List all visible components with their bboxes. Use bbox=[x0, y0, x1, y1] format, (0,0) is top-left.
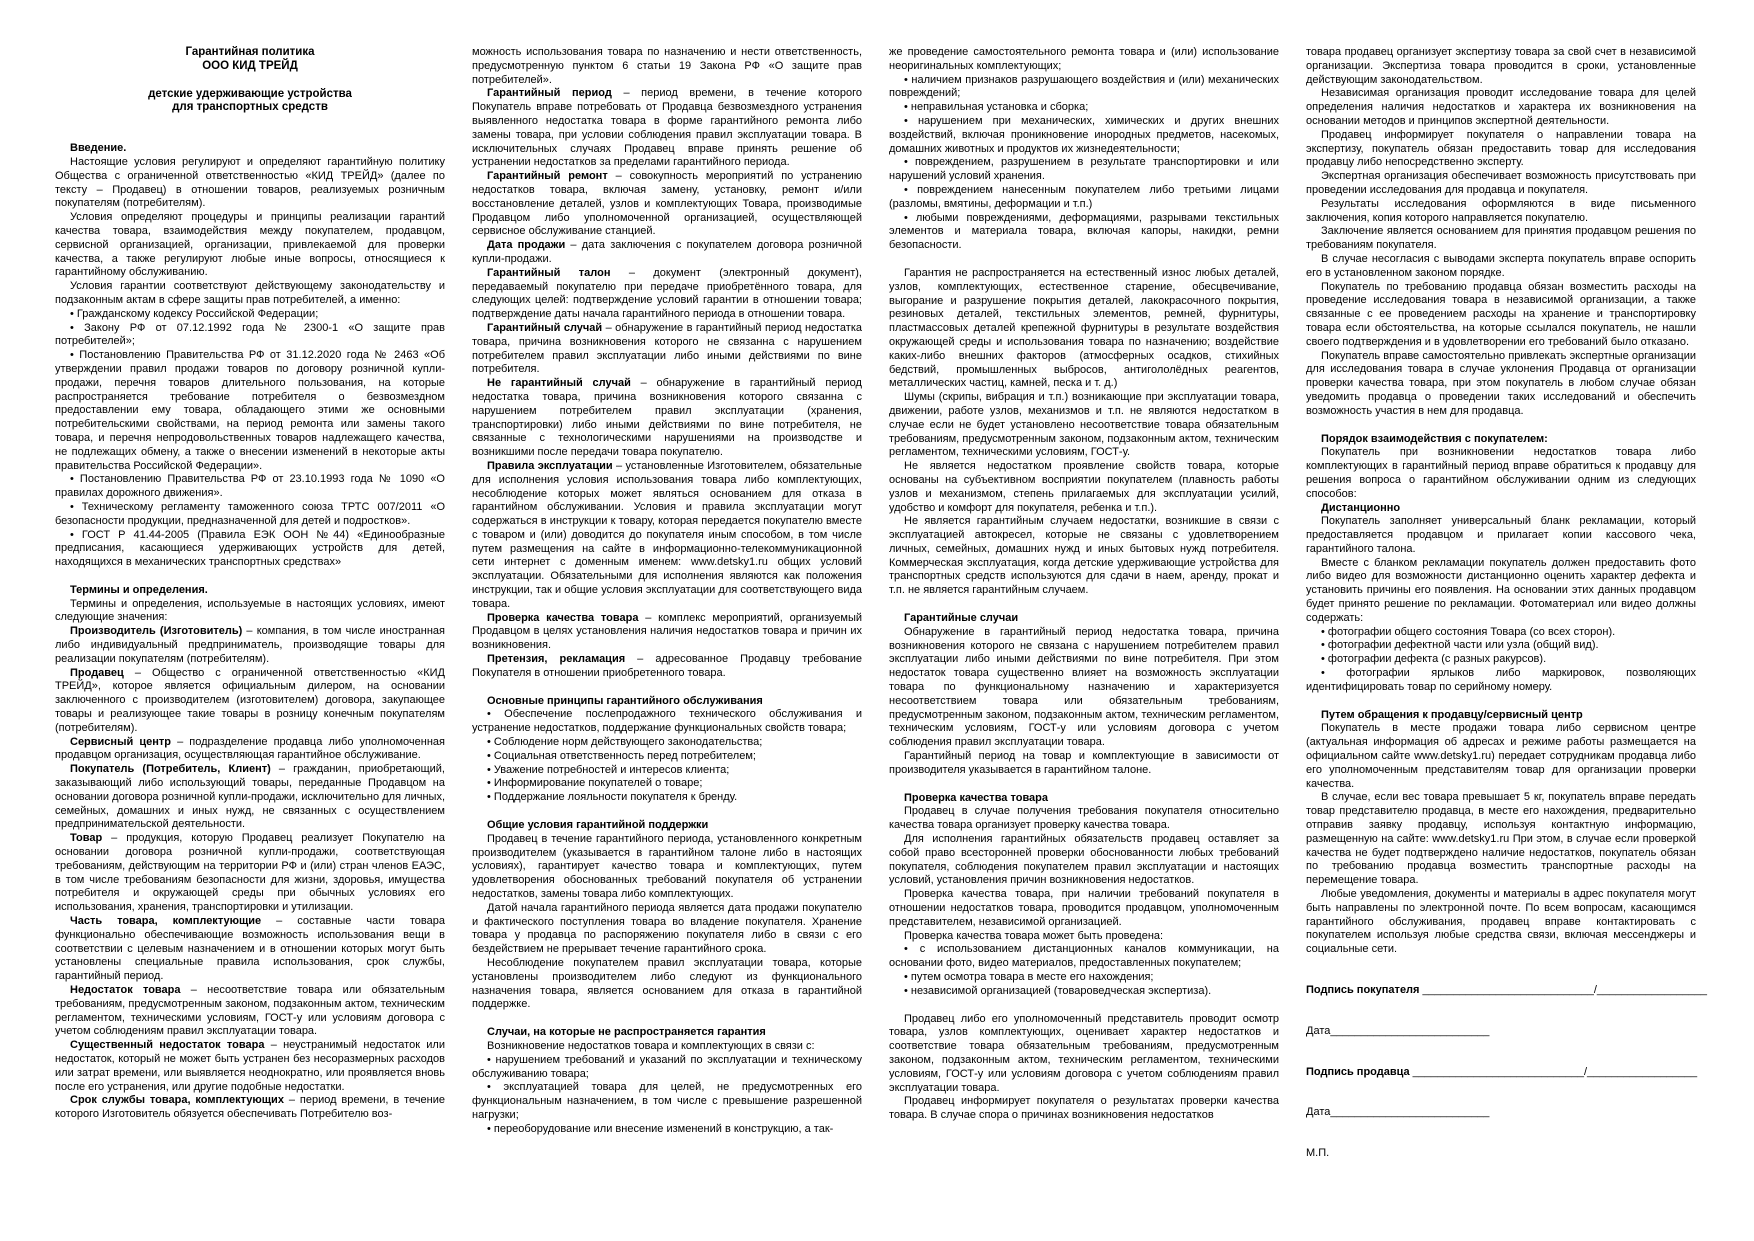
paragraph: Проверка качества товара, при наличии требований покупателя в отношении недостатков товара, проводится продавцом, уполномоченным представителем, независимой организацией. bbox=[889, 888, 1279, 928]
paragraph: Покупатель при возникновении недостатков товара либо комплектующих в гарантийный период вправе обратиться к продавцу для решения вопроса о гарантийном обслуживании одним из следующих способов: bbox=[1306, 446, 1696, 500]
term-definition-text: – продукция, которую Продавец реализует Покупателю на основании договора розничной купли-продажи, соответствующая требованиям, действующим на территории РФ и (или) стран членов ЕАЭС, в том числе требованиям безопасности для жизни, здоровья, имущества потребителя и окружающей среды при обычных условиях его использования, хранения, транспортировки и утилизации. bbox=[55, 832, 445, 914]
term-definition bbox=[472, 377, 862, 460]
term-definition-text: – компания, в том числе иностранная либо индивидуальный предприниматель, производящие товары для реализации покупателям (потребителям). bbox=[55, 625, 445, 665]
term-definition-lead: Не гарантийный случай bbox=[487, 377, 631, 390]
term-definition-lead: Товар bbox=[70, 832, 103, 845]
section-heading: Термины и определения. bbox=[70, 583, 208, 596]
paragraph: Обнаружение в гарантийный период недостатка товара, причина возникновения которого не связана с нарушением потребителем правил эксплуатации либо иными действиями по вине потребителя. При этом недостаток товара существенно влияет на возможность эксплуатации товара по функциональному назначению и характеризуется несоответствием товара или обязательным требованиям, предусмотренным законом, подзаконным актом, техническим регламентом, техническим условиям, ГОСТ-у или условиям договора с учетом соблюдения правил эксплуатации товара. bbox=[889, 625, 1279, 749]
section-heading: Случаи, на которые не распространяется гарантия bbox=[487, 1026, 766, 1039]
section-heading: Проверка качества товара bbox=[904, 791, 1049, 804]
section-heading: Гарантийные случаи bbox=[904, 612, 1019, 625]
seller-signature-line-lead: Подпись продавца bbox=[1306, 1065, 1410, 1078]
paragraph: Продавец в случае получения требования покупателя относительно качества товара организует проверку качества товара. bbox=[889, 805, 1279, 832]
bullet-item: • нарушением при механических, химических и других внешних воздействий, включая проникновение инородных предметов, насекомых, домашних животных и продуктов их жизнедеятельности; bbox=[889, 114, 1279, 155]
term-definition-lead: Производитель (Изготовитель) bbox=[70, 625, 243, 638]
term-definition bbox=[472, 653, 862, 681]
paragraph: товара продавец организует экспертизу товара за свой счет в независимой организации. Экспертиза товара проводится в сроки, установленные действующим законодательством. bbox=[1306, 46, 1696, 86]
section-heading: Дистанционно bbox=[1321, 501, 1401, 514]
paragraph: Покупатель вправе самостоятельно привлекать экспертные организации для исследования товара в случае уклонения Продавца от организации проверки качества товара, при этом покупатель в любом случае обязан уведомить продавца о проведении таких исследований и обеспечить возможность участия в нем для продавца. bbox=[1306, 349, 1696, 417]
term-definition-text: – установленные Изготовителем, обязательные для исполнения условия использования товара либо комплектующих, несоблюдение которых может являться основанием для отказа в гарантийном обслуживании. Условия и правила эксплуатации могут содержаться в инструкции к товару, которая передается покупателю вместе с товаром и (или) доводится до покупателя иным способом, в том числе путем размещения на сайте в информационно-телекоммуникационной сети интернет с доменным именем: www.detsky1.ru общих условий эксплуатации. Обязательными для исполнения являются как положения инструкции, так и общие условия эксплуатации для соответствующего вида товара. bbox=[472, 459, 862, 610]
bullet-item: • повреждением нанесенным покупателем либо третьими лицами (разломы, вмятины, деформации и т.п.) bbox=[889, 183, 1279, 210]
paragraph: же проведение самостоятельного ремонта товара и (или) использование неоригинальных комплектующих; bbox=[889, 46, 1279, 72]
paragraph: Заключение является основанием для принятия продавцом решения по требованиям покупателя. bbox=[1306, 225, 1696, 252]
term-definition bbox=[472, 322, 862, 377]
paragraph: Продавец информирует покупателя о направлении товара на экспертизу, покупатель обязан предоставить товар для исследования продавцу либо непосредственно эксперту. bbox=[1306, 128, 1696, 169]
paragraph: В случае несогласия с выводами эксперта покупатель вправе оспорить его в установленном законом порядке. bbox=[1306, 252, 1696, 279]
term-definition-lead: Покупатель (Потребитель, Клиент) bbox=[70, 763, 271, 776]
term-definition bbox=[472, 87, 862, 170]
bullet-item: • фотографии общего состояния Товара (со всех сторон). bbox=[1321, 625, 1616, 638]
paragraph: Возникновение недостатков товара и комплектующих в связи с: bbox=[487, 1039, 815, 1052]
term-definition-lead: Сервисный центр bbox=[70, 735, 171, 748]
bullet-item: • любыми повреждениями, деформациями, разрывами текстильных элементов и материала товара, включая капоры, накидки, ремни безопасности. bbox=[889, 211, 1279, 252]
stamp-label: М.П. bbox=[1306, 1147, 1330, 1160]
term-definition-lead: Дата продажи bbox=[487, 239, 566, 252]
term-definition-text: – совокупность мероприятий по устранению недостатков товара, включая замену, установку, ремонт и/или восстановление деталей, узлов и комплектующих Товара, производимые Продавцом либо уполномоченной организацией, осуществляющей сервисное обслуживание станцией. bbox=[472, 170, 862, 238]
column-2 bbox=[472, 46, 862, 1161]
buyer-signature-line-text: ____________________________/__________________ bbox=[1419, 984, 1707, 996]
term-definition bbox=[55, 1039, 445, 1094]
bullet-item: • Социальная ответственность перед потребителем; bbox=[487, 749, 756, 762]
paragraph: Гарантия не распространяется на естественный износ любых деталей, узлов, комплектующих, естественное старение, обесцвечивание, выгорание и разрушение покрытия деталей, лакокрасочного покрытия, резиновых деталей, текстильных элементов, ремней, фурнитуры, пластмассовых деталей крепежной фурнитуры в результате воздействия окружающей среды и использования товара по назначению; воздействие каких-либо внешних факторов (атмосферных осадков, стихийных бедствий, промышленных выбросов, антигололёдных реагентов, металлических частиц, камней, песка и т. д.) bbox=[889, 266, 1279, 390]
paragraph: Гарантийный период на товар и комплектующие в зависимости от производителя указывается в гарантийном талоне. bbox=[889, 750, 1279, 776]
bullet-item: • независимой организацией (товароведческая экспертиза). bbox=[904, 984, 1212, 997]
term-definition-text: – подразделение продавца либо уполномоченная продавцом организация, осуществляющая гарантийное обслуживание. bbox=[55, 735, 445, 762]
bullet-item: • фотографии дефектной части или узла (общий вид). bbox=[1321, 639, 1599, 652]
document-title-line2: ООО КИД ТРЕЙД bbox=[202, 59, 298, 72]
bullet-item: • Обеспечение послепродажного технического обслуживания и устранение недостатков, поддержание функциональных свойств товара; bbox=[472, 708, 862, 735]
paragraph: Любые уведомления, документы и материалы в адрес покупателя могут быть направлены по электронной почте. По всем вопросам, касающимся гарантийного обслуживания, продавец вправе контактировать с покупателем используя любые средства связи, включая мессенджеры и социальные сети. bbox=[1306, 888, 1696, 956]
term-definition-lead: Проверка качества товара bbox=[487, 611, 639, 624]
term-definition bbox=[55, 736, 445, 764]
term-definition-text: – обнаружение в гарантийный период недостатка товара, причина возникновения которого связанна с нарушением потребителем правил эксплуатации (хранения, транспортировки) либо иными действиями по вине потребителя, не связанные с технологическими нарушениями на производстве и возникшими после передачи товара покупателю. bbox=[472, 377, 862, 459]
paragraph: В случае, если вес товара превышает 5 кг, покупатель вправе передать товар представителю продавца, в месте его нахождения, предварительно отправив заявку продавцу, используя контактную информацию, размещенную на сайте: www.detsky1.ru При этом, в случае если проверкой качества не будет подтверждено наличие недостатков, покупатель обязан по требованию продавца возместить транспортные расходы на перемещение товара. bbox=[1306, 791, 1696, 887]
paragraph: Вместе с бланком рекламации покупатель должен предоставить фото либо видео для возможности дистанционно оценить характер дефекта и установить причины его появления. На основании этих данных продавцом будет принято решение по рекламации. Фотоматериал или видео должны содержать: bbox=[1306, 556, 1696, 624]
term-definition bbox=[472, 267, 862, 322]
document-subtitle-line2: для транспортных средств bbox=[172, 101, 328, 114]
document-subtitle-line1: детские удерживающие устройства bbox=[148, 87, 352, 100]
paragraph: Продавец в течение гарантийного периода, установленного конкретным производителем (указывается в гарантийном талоне либо в настоящих условиях), гарантирует качество товара и комплектующих, путем удовлетворения обоснованных требований покупателя об устранении недостатков, замены товара либо комплектующих. bbox=[472, 832, 862, 901]
bullet-item: • фотографии ярлыков либо маркировок, позволяющих идентифицировать товар по серийному номеру. bbox=[1306, 667, 1696, 693]
document-header bbox=[55, 46, 445, 115]
paragraph: Покупатель в месте продажи товара либо сервисном центре (актуальная информация об адресах и режиме работы размещается на официальном сайте www.detsky1.ru) передает сотрудникам продавца либо его уполномоченным представителям товар для организации проверки качества. bbox=[1306, 722, 1696, 790]
term-definition bbox=[472, 239, 862, 267]
paragraph: Покупатель по требованию продавца обязан возместить расходы на проведение исследования товара в независимой организации, а также связанные с ее проведением расходы на хранение и транспортировку товара если обстоятельства, на которые ссылался покупатель, не нашли своего подтверждения и в удовлетворении его требований было отказано. bbox=[1306, 280, 1696, 348]
paragraph: Независимая организация проводит исследование товара для целей определения наличия недостатков и характера их возникновения на основании методов и принципов экспертной деятельности. bbox=[1306, 87, 1696, 127]
term-definition-text: – дата заключения с покупателем договора розничной купли-продажи. bbox=[472, 239, 862, 265]
term-definition-text: – период времени, в течение которого Изготовитель обязуется обеспечивать Потребителю воз- bbox=[55, 1094, 445, 1121]
paragraph: Не является гарантийным случаем недостатки, возникшие в связи с эксплуатацией автокресел, которые не связаны с удовлетворением личных, семейных, домашних нужд и иных бытовых нужд потребителя. Коммерческая эксплуатация, когда детские удерживающие устройства для транспортных средств используются для сдачи в наем, аренду, прокат и т.п. не является гарантийным случаем. bbox=[889, 515, 1279, 597]
bullet-item: • наличием признаков разрушающего воздействия и (или) механических повреждений; bbox=[889, 73, 1279, 100]
bullet-item: • Информирование покупателей о товаре; bbox=[487, 777, 703, 790]
paragraph: Термины и определения, используемые в настоящих условиях, имеют следующие значения: bbox=[55, 597, 445, 624]
seller-date-line: Дата__________________________ bbox=[1306, 1106, 1490, 1119]
term-definition bbox=[55, 984, 445, 1039]
term-definition-lead: Существенный недостаток товара bbox=[70, 1039, 265, 1052]
bullet-item: • Закону РФ от 07.12.1992 года № 2300-1 «О защите прав потребителей»; bbox=[55, 321, 445, 348]
section-heading: Порядок взаимодействия с покупателем: bbox=[1321, 432, 1548, 445]
paragraph: Экспертная организация обеспечивает возможность присутствовать при проведении исследования для продавца и покупателя. bbox=[1306, 170, 1696, 196]
term-definition bbox=[55, 832, 445, 915]
term-definition bbox=[55, 667, 445, 736]
paragraph: Продавец либо его уполномоченный представитель проводит осмотр товара, узлов комплектующих, оценивает характер недостатков и соответствие товара обязательным требованиям, предусмотренным законом, подзаконным актом, техническим регламентом, техническими условиям, ГОСТ-у или условиям договора с учетом соблюдениям правил эксплуатации товара. bbox=[889, 1012, 1279, 1094]
bullet-item: • Постановлению Правительства РФ от 23.10.1993 года № 1090 «О правилах дорожного движения». bbox=[55, 473, 445, 500]
bullet-item: • с использованием дистанционных каналов коммуникации, на основании фото, видео материалов, предоставленных покупателем; bbox=[889, 943, 1279, 970]
term-definition-text: – комплекс мероприятий, организуемый Продавцом в целях установления наличия недостатков товара и причин их возникновения. bbox=[472, 611, 863, 652]
section-heading: Путем обращения к продавцу/сервисный центр bbox=[1321, 708, 1583, 721]
term-definition-lead: Гарантийный случай bbox=[487, 321, 603, 334]
column-2-blocks bbox=[472, 46, 862, 1137]
seller-signature-line bbox=[1306, 1066, 1696, 1080]
paragraph: Условия определяют процедуры и принципы реализации гарантий качества товара, взаимодействия между покупателем, продавцом, сервисной организацией, организации, привлекаемой для проверки качества, а также регулируют любые иные вопросы, относящиеся к гарантийному обслуживанию. bbox=[55, 211, 445, 279]
term-definition-lead: Гарантийный талон bbox=[487, 266, 611, 279]
column-1 bbox=[55, 46, 445, 1161]
column-4-blocks bbox=[1306, 46, 1707, 1161]
buyer-date-line: Дата__________________________ bbox=[1306, 1024, 1490, 1037]
term-definition-text: – несоответствие товара или обязательным требованиям, предусмотренным законом, подзаконным актом, техническим регламентом, техническими условиям, ГОСТ-у или условиям договора с учетом соблюдениям правил эксплуатации товара. bbox=[55, 984, 445, 1038]
bullet-item: • неправильная установка и сборка; bbox=[904, 101, 1089, 114]
bullet-item: • переоборудование или внесение изменений в конструкцию, а так- bbox=[487, 1122, 834, 1135]
columns bbox=[55, 46, 1707, 1161]
term-definition bbox=[55, 1094, 445, 1122]
paragraph: Проверка качества товара может быть проведена: bbox=[904, 929, 1164, 942]
term-definition-text: – Общество с ограниченной ответственностью «КИД ТРЕЙД», которое является официальным дилером, на основании заключенного с производителем (изготовителем) договора, закупающее товары и реализующее такие товары в розницу конечным покупателям (потребителям). bbox=[55, 666, 445, 734]
term-definition-lead: Претензия, рекламация bbox=[487, 653, 626, 666]
term-definition-lead: Недостаток товара bbox=[70, 984, 181, 996]
column-3-blocks bbox=[889, 46, 1279, 1123]
term-definition-lead: Гарантийный ремонт bbox=[487, 170, 608, 183]
column-4 bbox=[1306, 46, 1707, 1161]
section-heading: Введение. bbox=[70, 142, 127, 155]
bullet-item: • Уважение потребностей и интересов клиента; bbox=[487, 763, 730, 776]
document-title-line1: Гарантийная политика bbox=[185, 46, 315, 58]
paragraph: Результаты исследования оформляются в виде письменного заключения, копия которого направляется покупателю. bbox=[1306, 197, 1696, 224]
term-definition bbox=[55, 625, 445, 666]
paragraph: Шумы (скрипы, вибрация и т.п.) возникающие при эксплуатации товара, движении, работе узлов, механизмов и т.п. не являются недостатком в случае если не будет установлено несоответствие товара обязательным требованиям, предусмотренным законом, подзаконным актом, техническим регламентом, техническими условиям, ГОСТ-у. bbox=[889, 391, 1279, 459]
term-definition-text: – составные части товара функционально обеспечивающие возможность использования вещи в соответствии с целевым назначением и в отношении которых могут быть установлены специальные правила использования, срок службы, гарантийный период. bbox=[55, 915, 445, 983]
term-definition-lead: Часть товара, комплектующие bbox=[70, 915, 262, 928]
term-definition-text: – период времени, в течение которого Покупатель вправе потребовать от Продавца безвозмездного устранения выявленного недостатка товара в форме гарантийного ремонта либо замены товара, при условии соблюдения правил эксплуатации товара. В исключительных случаях Продавец вправе принять решение об устранении недостатков за пределами гарантийного периода. bbox=[472, 87, 862, 169]
term-definition-text: – адресованное Продавцу требование Покупателя в отношении приобретенного товара. bbox=[472, 653, 862, 679]
term-definition-lead: Правила эксплуатации bbox=[487, 459, 613, 472]
bullet-item: • Техническому регламенту таможенного союза ТРТС 007/2011 «О безопасности продукции, предназначенной для детей и подростков». bbox=[55, 500, 445, 527]
paragraph: можность использования товара по назначению и нести ответственность, предусмотренную пунктом 6 статьи 19 Закона РФ «О защите прав потребителей». bbox=[472, 46, 862, 86]
paragraph: Настоящие условия регулируют и определяют гарантийную политику Общества с ограниченной ответственностью «КИД ТРЕЙД» (далее по тексту – Продавец) в отношении товаров, реализуемых розничным покупателям (потребителям). bbox=[55, 155, 445, 210]
column-3 bbox=[889, 46, 1279, 1161]
term-definition-lead: Срок службы товара, комплектующих bbox=[70, 1094, 284, 1107]
term-definition bbox=[472, 170, 862, 239]
term-definition-text: – обнаружение в гарантийный период недостатка товара, причина возникновения которого не связанна с нарушением потребителем правил эксплуатации либо иными действиями по вине потребителя. bbox=[472, 321, 862, 376]
term-definition bbox=[55, 763, 445, 832]
buyer-signature-line-lead: Подпись покупателя bbox=[1306, 984, 1420, 996]
column-1-blocks bbox=[55, 142, 445, 1122]
buyer-signature-line bbox=[1306, 984, 1707, 998]
paragraph: Датой начала гарантийного периода является дата продажи покупателю и фактического поступления товара во владение покупателя. Хранение товара у продавца по распоряжению покупателя либо в связи с его бездействием не прерывает течение гарантийного срока. bbox=[472, 901, 862, 956]
term-definition bbox=[472, 612, 862, 653]
bullet-item: • нарушением требований и указаний по эксплуатации и техническому обслуживанию товара; bbox=[472, 1053, 862, 1080]
term-definition-lead: Продавец bbox=[70, 666, 124, 679]
paragraph: Условия гарантии соответствуют действующему законодательству и подзаконным актам в сфере защиты прав потребителей, а именно: bbox=[55, 280, 445, 306]
term-definition-lead: Гарантийный период bbox=[487, 87, 612, 100]
term-definition-text: – гражданин, приобретающий, заказывающий либо использующий товары, переданные Продавцом на основании договора розничной купли-продажи, исключительно для личных, семейных, домашних и иных нужд, не связанных с осуществлением предпринимательской деятельности. bbox=[55, 763, 445, 831]
term-definition-text: – неустранимый недостаток или недостаток, который не может быть устранен без несоразмерных расходов или затрат времени, или выявляется неоднократно, или проявляется вновь после его устранения, или другие подобные недостатки. bbox=[55, 1039, 445, 1093]
bullet-item: • путем осмотра товара в месте его нахождения; bbox=[904, 971, 1154, 983]
bullet-item: • повреждением, разрушением в результате транспортировки и или нарушений условий хранения. bbox=[889, 156, 1279, 183]
section-heading: Основные принципы гарантийного обслуживания bbox=[487, 694, 763, 707]
paragraph: Не является недостатком проявление свойств товара, которые основаны на субъективном восприятии покупателем (плавность работы узлов и механизмом, степень прилагаемых для эксплуатации усилий, удобство и комфорт для покупателя, ребенка и т.п.). bbox=[889, 460, 1279, 514]
term-definition bbox=[55, 915, 445, 984]
term-definition bbox=[472, 460, 862, 612]
section-heading: Общие условия гарантийной поддержки bbox=[487, 819, 709, 832]
bullet-item: • Соблюдение норм действующего законодательства; bbox=[487, 736, 763, 749]
paragraph: Для исполнения гарантийных обязательств продавец оставляет за собой право всесторонней проверки обоснованности любых требований покупателя, соблюдения покупателем правил эксплуатации и настоящих условий, установления причин возникновения недостатков. bbox=[889, 833, 1279, 887]
bullet-item: • эксплуатацией товара для целей, не предусмотренных его функциональным назначением, в том числе с превышение разрешенной нагрузки; bbox=[472, 1081, 862, 1121]
paragraph: Продавец информирует покупателя о результатах проверки качества товара. В случае спора о причинах возникновения недостатков bbox=[889, 1095, 1279, 1122]
term-definition-text: – документ (электронный документ), передаваемый покупателю при передаче приобретённого товара, для следующих целей: подтверждение условий гарантии в отношении товара; подтверждение даты начала гарантийного периода в отношении товара. bbox=[472, 266, 862, 321]
seller-signature-line-text: ____________________________/__________________ bbox=[1409, 1065, 1698, 1078]
bullet-item: • Поддержание лояльности покупателя к бренду. bbox=[487, 791, 738, 804]
paragraph: Покупатель заполняет универсальный бланк рекламации, который предоставляется продавцом и прилагает копии кассового чека, гарантийного талона. bbox=[1306, 515, 1696, 555]
paragraph: Несоблюдение покупателем правил эксплуатации товара, которые установлены производителем либо следуют из функционального назначения товара, является основанием для отказа в гарантийной поддержке. bbox=[472, 957, 862, 1011]
bullet-item: • Постановлению Правительства РФ от 31.12.2020 года № 2463 «Об утверждении правил продажи товаров по договору розничной купли-продажи, перечня товаров длительного пользования, на которые распространяется требование потребителя о безвозмездном предоставлении ему товара, обладающего этими же основными потребительскими свойствами, на период ремонта или замены такого товара, и перечня непродовольственных товаров надлежащего качества, не подлежащих обмену, а также о внесении изменений в некоторые акты правительства Российской Федерации». bbox=[55, 349, 445, 472]
bullet-item: • фотографии дефекта (с разных ракурсов). bbox=[1321, 653, 1547, 666]
bullet-item: • Гражданскому кодексу Российской Федерации; bbox=[70, 307, 319, 320]
bullet-item: • ГОСТ Р 41.44-2005 (Правила ЕЭК ООН №44) «Единообразные предписания, касающиеся удерживающих устройств для детей, находящихся в механических транспортных средствах» bbox=[55, 528, 445, 569]
